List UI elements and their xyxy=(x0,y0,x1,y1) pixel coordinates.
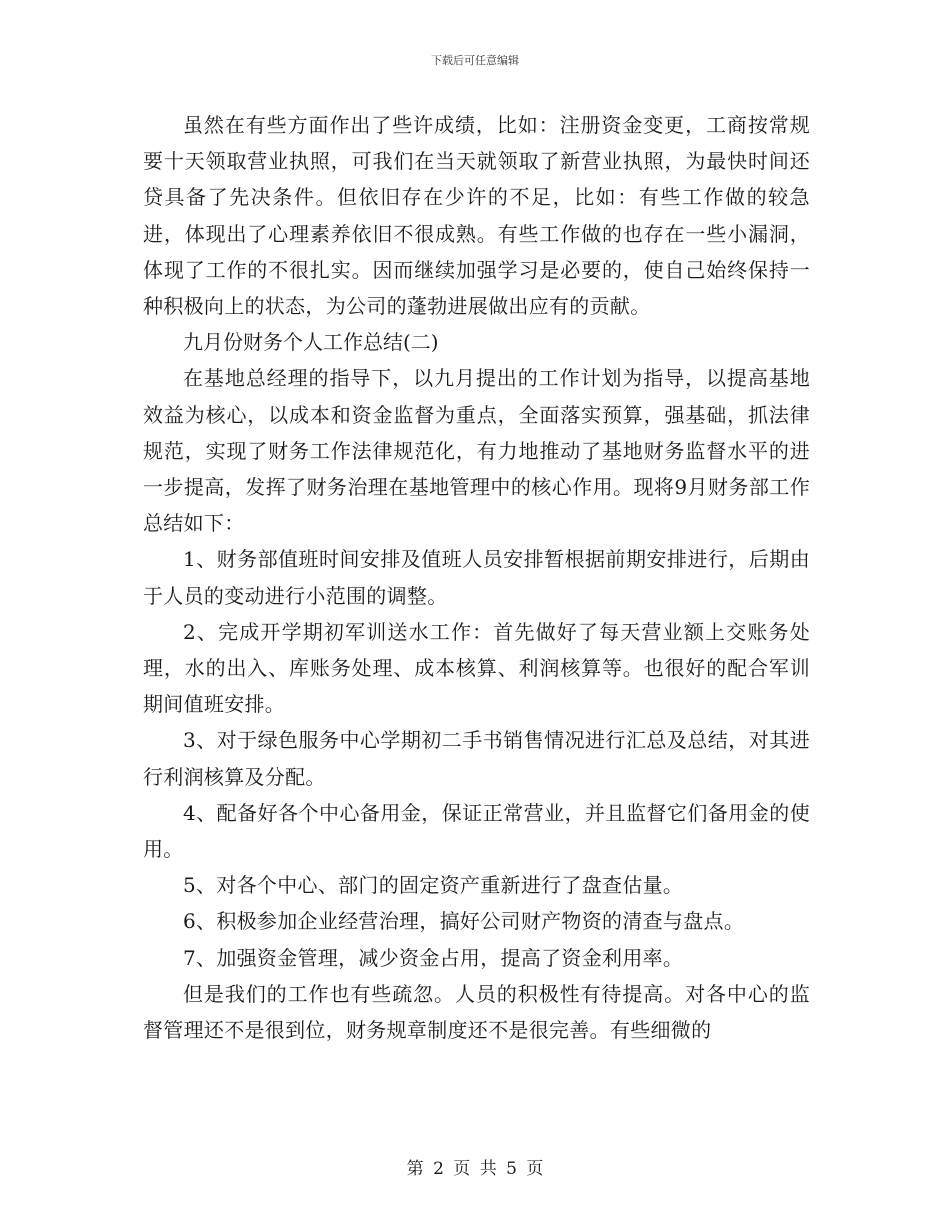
page-number: 第 2 页 共 5 页 xyxy=(406,1159,544,1179)
page-header: 下载后可任意编辑 xyxy=(431,54,519,67)
document-body xyxy=(143,107,810,1048)
list-item-5: 5、对各个中心、部门的固定资产重新进行了盘查估量。 xyxy=(183,873,684,898)
list-item-3: 3、对于绿色服务中心学期初二手书销售情况进行汇总及总结，对其进行利润核算及分配。 xyxy=(143,728,810,789)
paragraph-intro: 在基地总经理的指导下，以九月提出的工作计划为指导，以提高基地效益为核心，以成本和资金监督为重点，全面落实预算，强基础，抓法律规范，实现了财务工作法律规范化，有力地推动了基地财务监督水平的进一步提高，发挥了财务治理在基地管理中的核心作用。现将9月财务部工作总结如下： xyxy=(143,366,810,536)
paragraph-shortcomings: 但是我们的工作也有些疏忽。人员的积极性有待提高。对各中心的监督管理还不是很到位，财务规章制度还不是很完善。有些细微的 xyxy=(143,981,810,1043)
list-item-2: 2、完成开学期初军训送水工作：首先做好了每天营业额上交账务处理，水的出入、库账务处理、成本核算、利润核算等。也很好的配合军训期间值班安排。 xyxy=(143,619,810,717)
list-item-6: 6、积极参加企业经营治理，搞好公司财产物资的清查与盘点。 xyxy=(183,909,745,934)
list-item-4: 4、配备好各个中心备用金，保证正常营业，并且监督它们备用金的使用。 xyxy=(143,800,810,862)
section-title: 九月份财务个人工作总结(二) xyxy=(183,330,439,355)
list-item-7: 7、加强资金管理，减少资金占用，提高了资金利用率。 xyxy=(183,945,684,970)
paragraph-achievements: 虽然在有些方面作出了些许成绩，比如：注册资金变更，工商按常规要十天领取营业执照，可我们在当天就领取了新营业执照，为最快时间还贷具备了先决条件。但依旧存在少许的不足，比如：有些工作做的较急进，体现出了心理素养依旧不很成熟。有些工作做的也存在一些小漏洞，体现了工作的不很扎实。因而继续加强学习是必要的，使自己始终保持一种积极向上的状态，为公司的蓬勃进展做出应有的贡献。 xyxy=(143,113,810,319)
list-item-1: 1、财务部值班时间安排及值班人员安排暂根据前期安排进行，后期由于人员的变动进行小范围的调整。 xyxy=(143,547,810,608)
